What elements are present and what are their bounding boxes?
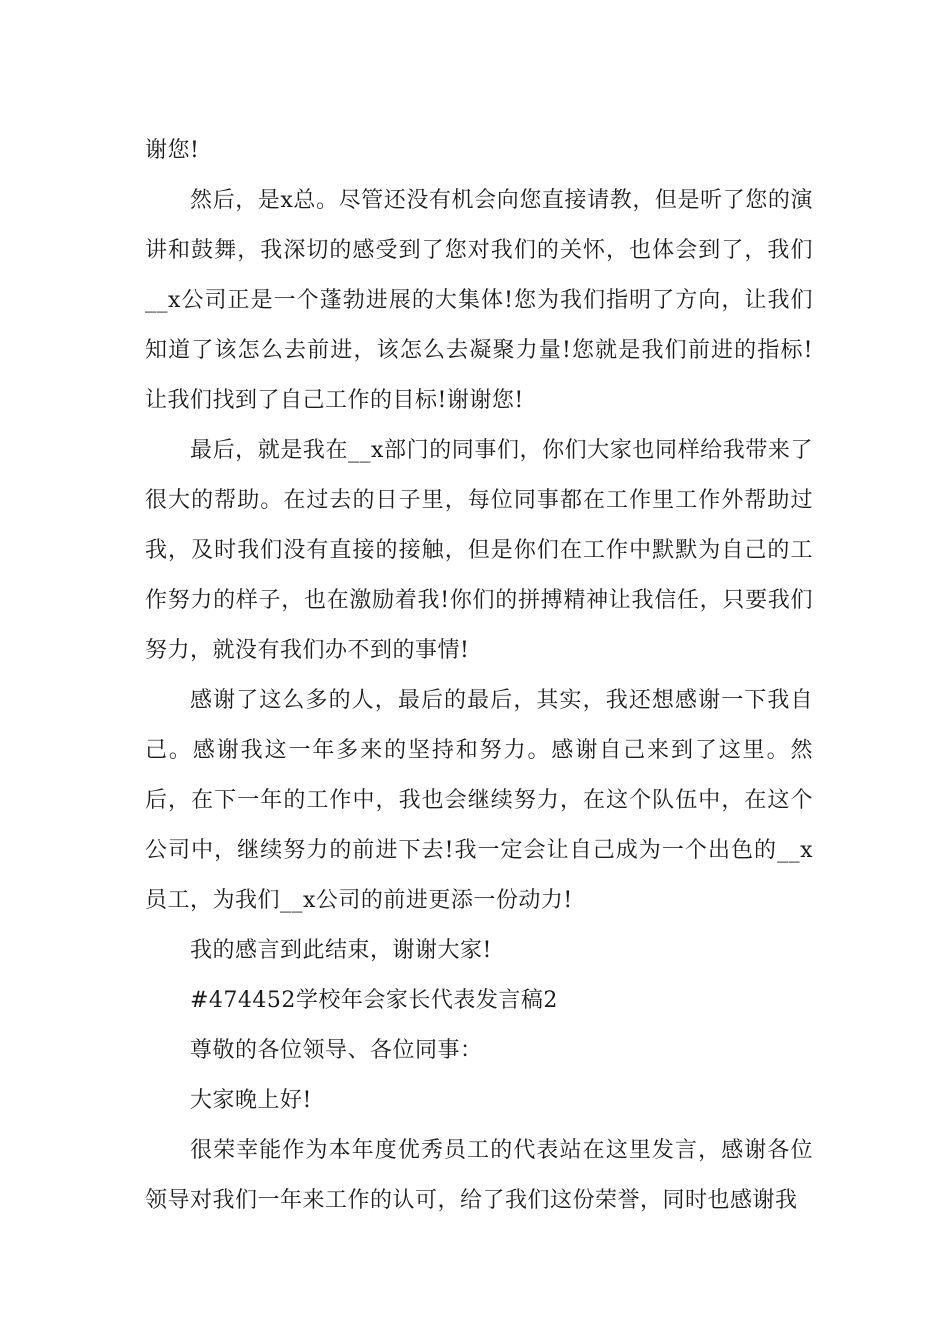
greeting: 大家晚上好! (190, 1088, 312, 1113)
paragraph-4: 感谢了这么多的人，最后的最后，其实，我还想感谢一下我自己。感谢我这一年多来的坚持和努力。感谢自己来到了这里。然后，在下一年的工作中，我也会继续努力，在这个队伍中，在这个公司中，继续努力的前进下去!我一定会让自己成为一个出色的__x员工，为我们__x公司的前进更添一份动力! (145, 688, 813, 913)
salutation: 尊敬的各位领导、各位同事： (190, 1038, 483, 1063)
section-heading: #474452学校年会家长代表发言稿2 (190, 988, 558, 1013)
paragraph-3: 最后，就是我在__x部门的同事们，你们大家也同样给我带来了很大的帮助。在过去的日子里，每位同事都在工作里工作外帮助过我，及时我们没有直接的接触，但是你们在工作中默默为自己的工作努力的样子，也在激励着我!你们的拼搏精神让我信任，只要我们努力，就没有我们办不到的事情! (145, 438, 813, 663)
paragraph-1: 谢您! (145, 138, 200, 163)
paragraph-5: 我的感言到此结束，谢谢大家! (190, 938, 492, 963)
document-body (145, 126, 813, 1226)
paragraph-9: 很荣幸能作为本年度优秀员工的代表站在这里发言，感谢各位领导对我们一年来工作的认可，给了我们这份荣誉，同时也感谢我 (145, 1138, 813, 1213)
paragraph-2: 然后，是x总。尽管还没有机会向您直接请教，但是听了您的演讲和鼓舞，我深切的感受到了您对我们的关怀，也体会到了，我们__x公司正是一个蓬勃进展的大集体!您为我们指明了方向，让我们知道了该怎么去前进，该怎么去凝聚力量!您就是我们前进的指标!让我们找到了自己工作的目标!谢谢您! (145, 188, 813, 413)
